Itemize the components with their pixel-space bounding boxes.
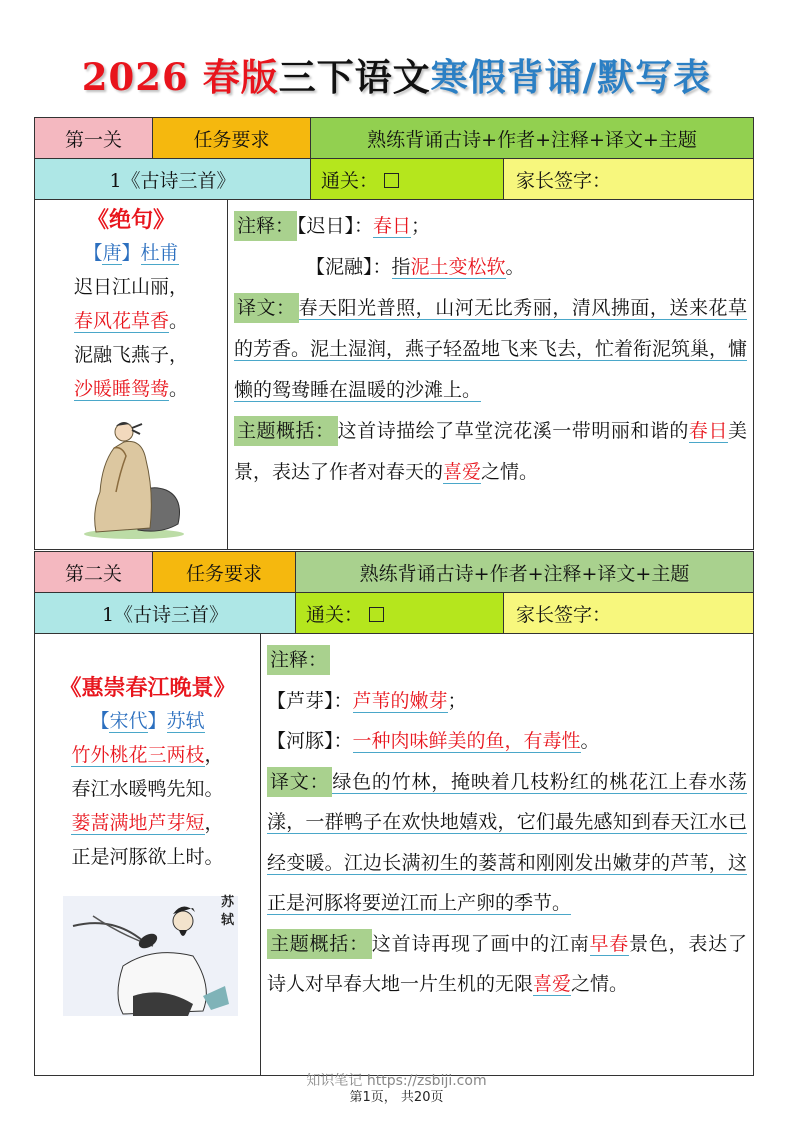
title-year-edition: 2026 春版 bbox=[81, 55, 279, 99]
note-meaning: 春日 bbox=[373, 215, 412, 237]
pass-label: 通关： bbox=[321, 169, 379, 192]
pass-cell bbox=[311, 159, 504, 200]
note-line: 【芦芽】：芦苇的嫩芽； bbox=[267, 689, 467, 712]
translation-text: 春天阳光普照，山河无比秀丽，清风拂面，送来花草的芳香。泥土湿润，燕子轻盈地飞来飞去，忙着衔泥筑巢，慵懒的鸳鸯睡在温暖的沙滩上。 bbox=[234, 297, 748, 401]
theme-tag: 主题概括： bbox=[234, 416, 338, 446]
poem-line: 竹外桃花三两枝， bbox=[71, 744, 224, 766]
translation-tag: 译文： bbox=[267, 767, 332, 797]
poem-line: 春风花草香。 bbox=[73, 310, 189, 332]
poet-illustration-su-shi bbox=[53, 886, 243, 1026]
pass-checkbox[interactable] bbox=[369, 607, 384, 622]
translation-text: 绿色的竹林，掩映着几枝粉红的桃花江上春水荡漾，一群鸭子在欢快地嬉戏，它们最先感知到春天江水已经变暖。江边长满初生的蒌蒿和刚刚发出嫩芽的芦苇，这正是河豚将要逆江而上产卵的季节。 bbox=[267, 770, 748, 914]
level-label: 第一关 bbox=[35, 118, 153, 159]
task-label: 任务要求 bbox=[153, 118, 311, 159]
theme-tag: 主题概括： bbox=[267, 929, 372, 959]
translation bbox=[234, 288, 747, 411]
page-number: 第1页， 共20页 bbox=[349, 1090, 444, 1105]
poem-author: 【宋代】苏轼 bbox=[90, 710, 205, 732]
poem-dynasty: 唐 bbox=[102, 242, 122, 264]
pass-checkbox[interactable] bbox=[384, 173, 399, 188]
poem-dynasty: 宋代 bbox=[109, 710, 148, 732]
su-shi-painting-icon bbox=[53, 886, 243, 1026]
notes-tag: 注释： bbox=[267, 645, 330, 675]
poet-illustration-du-fu bbox=[66, 412, 196, 540]
pass-label: 通关： bbox=[306, 603, 364, 626]
section-2-table bbox=[34, 551, 754, 1076]
lesson-title: 1《古诗三首》 bbox=[35, 593, 296, 634]
poem-line: 沙暖睡鸳鸯。 bbox=[73, 378, 189, 400]
section-1-table bbox=[34, 117, 754, 550]
poem-title: 《惠崇春江晚景》 bbox=[59, 675, 236, 701]
note-line bbox=[267, 640, 747, 681]
note-line: 【泥融】：指泥土变松软。 bbox=[306, 256, 525, 278]
poem-line: 正是河豚欲上时。 bbox=[71, 846, 224, 868]
parent-sign-field[interactable] bbox=[504, 593, 754, 634]
task-label: 任务要求 bbox=[153, 552, 296, 593]
notes-tag: 注释： bbox=[234, 211, 297, 241]
poem-title: 《绝句》 bbox=[86, 207, 175, 233]
translation-tag: 译文： bbox=[234, 293, 299, 323]
note-meaning: 泥土变松软 bbox=[410, 256, 506, 278]
poem-line: 春江水暖鸭先知。 bbox=[71, 778, 224, 800]
note-line: 【河豚】：一种肉味鲜美的鱼，有毒性。 bbox=[267, 730, 600, 752]
poem-author-name: 杜甫 bbox=[140, 242, 179, 264]
poem-cell bbox=[35, 634, 261, 1076]
parent-sign-label: 家长签字： bbox=[516, 603, 612, 626]
poem-line: 迟日江山丽， bbox=[73, 276, 189, 298]
note-meaning: 芦苇的嫩芽 bbox=[352, 689, 448, 712]
illustration-caption: 苏轼 bbox=[220, 895, 234, 928]
poem-cell bbox=[35, 200, 228, 550]
notes-cell bbox=[261, 634, 754, 1076]
theme-summary: 主题概括： 这首诗再现了画中的江南早春景色，表达了诗人对早春大地一片生机的无限喜爱之情。 bbox=[267, 924, 747, 1005]
note-line: 注释： 【迟日】：春日； bbox=[234, 206, 747, 247]
title-sheet-name: 寒假背诵/默写表 bbox=[430, 55, 712, 99]
lesson-title: 1《古诗三首》 bbox=[35, 159, 311, 200]
task-text: 熟练背诵古诗+作者+注释+译文+主题 bbox=[311, 118, 754, 159]
theme-summary: 主题概括： 这首诗描绘了草堂浣花溪一带明丽和谐的春日美景，表达了作者对春天的喜爱之情。 bbox=[234, 411, 747, 493]
level-label: 第二关 bbox=[35, 552, 153, 593]
task-text: 熟练背诵古诗+作者+注释+译文+主题 bbox=[296, 552, 754, 593]
note-meaning: 一种肉味鲜美的鱼，有毒性 bbox=[352, 730, 581, 752]
translation bbox=[267, 762, 747, 924]
poem-line: 蒌蒿满地芦芽短， bbox=[71, 812, 224, 834]
watermark: 知识笔记 https://zsbiji.com bbox=[306, 1073, 487, 1089]
pass-cell bbox=[296, 593, 504, 634]
parent-sign-field[interactable] bbox=[504, 159, 754, 200]
poem-author: 【唐】杜甫 bbox=[83, 242, 179, 264]
page-title bbox=[0, 52, 793, 102]
title-grade-subject: 三下语文 bbox=[278, 55, 431, 99]
poem-author-name: 苏轼 bbox=[166, 710, 205, 732]
notes-cell bbox=[228, 200, 754, 550]
parent-sign-label: 家长签字： bbox=[516, 169, 612, 192]
poem-line: 泥融飞燕子， bbox=[73, 344, 189, 366]
